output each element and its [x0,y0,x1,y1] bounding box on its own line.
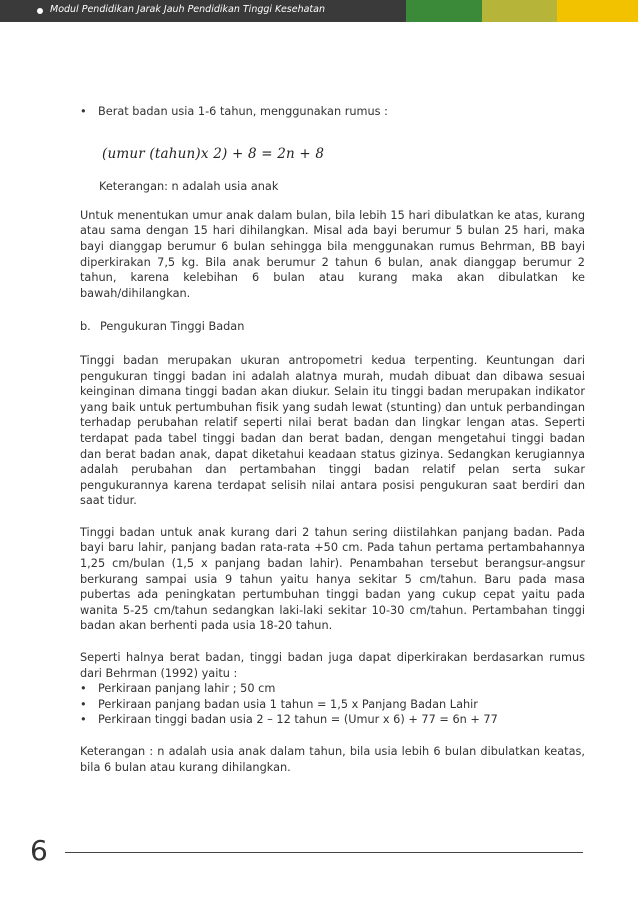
list-item-text: Perkiraan panjang badan usia 1 tahun = 1,5 x Panjang Badan Lahir [98,697,478,711]
bullet-icon: • [80,105,87,118]
bullet-dot-icon [37,8,43,14]
paragraph: Untuk menentukan umur anak dalam bulan, bila lebih 15 hari dibulatkan ke atas, kurang atau sama dengan 15 hari dihilangkan. Misal ada bayi berumur 5 bulan 25 hari, maka bayi dianggap berumur 6 bulan sehingga bila menggunakan rumus Behrman, BB bayi diperkirakan 7,5 kg. Bila anak berumur 2 tahun 6 bulan, anak dianggap berumur 2 tahun, karena kelebihan 6 bulan atau kurang maka akan dibulatkan ke bawah/dihilangkan. [80,208,585,300]
page-header [0,0,638,22]
formula: (umur (tahun)x 2) + 8 = 2n + 8 [102,145,325,162]
footer-rule [65,852,583,853]
paragraph: Tinggi badan merupakan ukuran antropometri kedua terpenting. Keuntungan dari pengukuran tinggi badan ini adalah alatnya murah, mudah dibuat dan dibawa sesuai keinginan dimana tinggi badan akan diukur. Selain itu tinggi badan merupakan indikator yang baik untuk pertumbuhan fisik yang sudah lewat (stunting) dan untuk perbandingan terhadap perubahan relatif seperti nilai berat badan dan lingkar lengan atas. Seperti terdapat pada tabel tinggi badan dan berat badan, dengan mengetahui tinggi badan dan berat badan anak, dapat diketahui keadaan status gizinya. Sedangkan kerugiannya adalah perubahan dan pertambahan tinggi badan relatif pelan serta sukar pengukurannya karena terdapat selisih nilai antara posisi pengukuran saat berdiri dan saat tidur. [80,353,585,508]
bullet-icon: • [80,682,87,696]
header-bar-green [406,0,482,22]
list-item [80,697,585,713]
page-content [80,104,585,775]
list-item [80,681,585,697]
formula-note: Keterangan: n adalah usia anak [99,180,279,194]
header-bar-yellow [557,0,638,22]
paragraph: Tinggi badan untuk anak kurang dari 2 tahun sering diistilahkan panjang badan. Pada bayi baru lahir, panjang badan rata-rata +50 cm. Pada tahun pertama pertambahannya 1,25 cm/bulan (1,5 x panjang badan lahir). Penambahan tersebut berangsur-angsur berkurang sampai usia 9 tahun yaitu hanya sekitar 5 cm/tahun. Baru pada masa pubertas ada peningkatan pertumbuhan tinggi badan yang cukup cepat yaitu pada wanita 5-25 cm/tahun sedangkan laki-laki sekitar 10-30 cm/tahun. Pertambahan tinggi badan akan berhenti pada usia 18-20 tahun. [80,525,585,633]
list-item [80,712,585,728]
bullet-icon: • [80,697,87,711]
page-number: 6 [30,834,48,867]
section-heading [80,319,585,335]
bullet-icon: • [80,713,87,727]
header-title: Modul Pendidikan Jarak Jauh Pendidikan Tinggi Kesehatan [50,4,325,15]
paragraph: Keterangan : n adalah usia anak dalam tahun, bila usia lebih 6 bulan dibulatkan keatas, bila 6 bulan atau kurang dihilangkan. [80,745,585,774]
list-item-text: Perkiraan tinggi badan usia 2 – 12 tahun = (Umur x 6) + 77 = 6n + 77 [98,713,498,727]
bullet-item [80,104,585,120]
bullet-text: Berat badan usia 1-6 tahun, menggunakan rumus : [98,105,388,118]
list-item-text: Perkiraan panjang lahir ; 50 cm [98,682,276,696]
section-label: b. [80,320,91,334]
section-title: Pengukuran Tinggi Badan [100,320,245,334]
header-bar-olive [482,0,557,22]
paragraph: Seperti halnya berat badan, tinggi badan juga dapat diperkirakan berdasarkan rumus dari Behrman (1992) yaitu : [80,651,585,680]
